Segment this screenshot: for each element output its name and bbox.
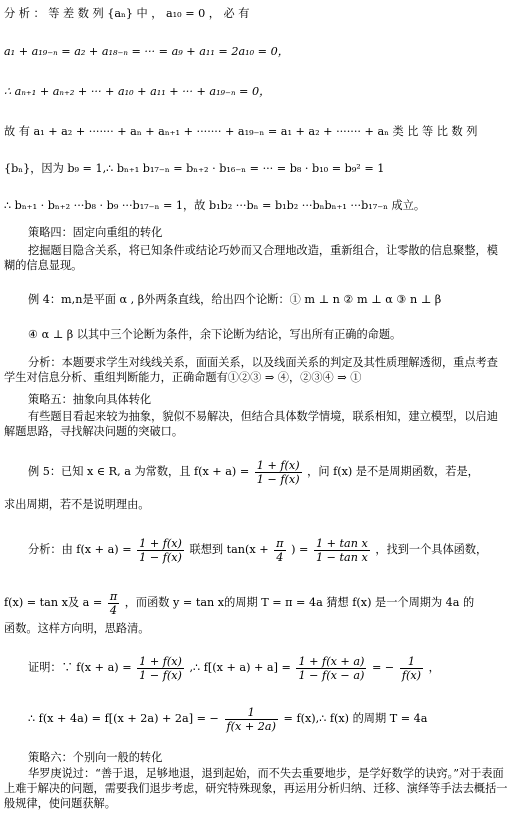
fraction-denominator: 1 − f(x) xyxy=(139,550,182,564)
text-segment: ,∴ f[(x + a) + a] = xyxy=(189,661,291,674)
fraction-numerator: π xyxy=(109,589,118,603)
fraction-denominator: f(x + 2a) xyxy=(226,719,276,733)
analysis-line: 故 有 a₁ + a₂ + ······· + aₙ + aₙ₊₁ + ······· + a₁₉₋ₙ = a₁ + a₂ + ······· + aₙ 类 比 等 比 数 列 xyxy=(4,125,478,138)
equation-line: a₁ + a₁₉₋ₙ = a₂ + a₁₈₋ₙ = ··· = a₉ + a₁₁ = 2a₁₀ = 0， xyxy=(4,45,289,58)
strategy-5-paragraph: 有些题目看起来较为抽象，貌似不易解决，但结合具体数学情境，联系相知，建立模型，以启迪解题思路，寻找解决问题的突破口。 xyxy=(4,410,498,438)
fraction-denominator: 1 − tan x xyxy=(315,550,368,564)
fraction xyxy=(137,655,184,682)
text-segment: 例 5：已知 x ∈ R, a 为常数，且 f(x + a) = xyxy=(28,465,250,478)
fraction-denominator: 1 − f(x − a) xyxy=(298,668,365,682)
example-5-line xyxy=(28,452,508,492)
text-segment: = − xyxy=(371,661,395,674)
analysis-line: {bₙ}，因为 b₉ = 1,∴ bₙ₊₁ b₁₇₋ₙ = bₙ₊₂ · b₁₆₋ₙ = ··· = b₈ · b₁₀ = b₉² = 1 xyxy=(4,162,385,175)
fraction-numerator: 1 xyxy=(225,706,278,720)
equation-line: ∴ aₙ₊₁ + aₙ₊₂ + ··· + a₁₀ + a₁₁ + ··· + a₁₉₋ₙ = 0， xyxy=(4,85,271,98)
text-segment: = f(x),∴ f(x) 的周期 T = 4a xyxy=(283,712,428,725)
fraction-denominator: 1 − f(x) xyxy=(256,472,300,486)
fraction-numerator: π xyxy=(276,536,284,550)
conclusion-line: ∴ bₙ₊₁ · bₙ₊₂ ···b₈ · b₉ ···b₁₇₋ₙ = 1，故 b₁b₂ ···bₙ = b₁b₂ ···bₙbₙ₊₁ ···b₁₇₋ₙ 成立。 xyxy=(4,199,426,212)
fraction-denominator: 1 − f(x) xyxy=(139,668,182,682)
fraction-numerator: 1 + f(x) xyxy=(139,536,182,550)
fraction xyxy=(225,706,278,733)
strategy-4-heading: 策略四：固定向重组的转化 xyxy=(28,226,163,239)
fraction-numerator: 1 + f(x) xyxy=(256,458,300,472)
strategy-5-heading: 策略五：抽象向具体转化 xyxy=(28,393,152,406)
example-5-analysis xyxy=(4,585,508,621)
example-4-line: 例 4：m,n是平面 α , β外两条直线，给出四个论断：① m ⊥ n ② m ⊥ α ③ n ⊥ β xyxy=(28,293,442,306)
fraction xyxy=(400,655,423,682)
text-segment: ，而函数 y = tan x的周期 T = π = 4a 猜想 f(x) 是一个周期为 4a 的 xyxy=(124,596,475,609)
text-segment: ∴ f(x + 4a) = f[(x + 2a) + 2a] = − xyxy=(28,712,219,725)
analysis-line-1: 分 析 ： 等 差 数 列 {aₙ} 中 ， a₁₀ = 0 ， 必 有 xyxy=(4,7,250,20)
fraction xyxy=(137,537,184,564)
example-5-analysis: 函数。这样方向明，思路清。 xyxy=(4,622,150,635)
fraction-numerator: 1 + tan x xyxy=(315,536,368,550)
example-5-analysis xyxy=(28,530,508,570)
fraction-numerator: 1 + f(x) xyxy=(139,654,182,668)
fraction xyxy=(108,590,119,617)
text-segment: 分析：由 f(x + a) = xyxy=(28,543,132,556)
proof-line xyxy=(28,648,508,688)
text-segment: 证明：∵ f(x + a) = xyxy=(28,661,132,674)
strategy-6-heading: 策略六：个别向一般的转化 xyxy=(28,751,163,764)
text-segment: ，找到一个具体函数， xyxy=(375,543,488,556)
fraction-denominator: f(x) xyxy=(401,668,422,682)
fraction-denominator: 4 xyxy=(109,603,118,617)
fraction-numerator: 1 xyxy=(400,655,423,669)
text-segment: ， xyxy=(428,661,440,674)
fraction xyxy=(314,537,370,564)
strategy-4-paragraph: 挖掘题目隐含关系，将已知条件或结论巧妙而又合理地改造，重新组合，让零散的信息聚整，模糊的信息显现。 xyxy=(4,244,498,272)
text-segment: 联想到 tan(x + xyxy=(189,543,269,556)
example-4-line: ④ α ⊥ β 以其中三个论断为条件，余下论断为结论，写出所有正确的命题。 xyxy=(28,328,402,341)
proof-line xyxy=(28,699,508,739)
fraction xyxy=(274,537,285,564)
strategy-6-paragraph: 华罗庚说过：“善于退，足够地退，退到起始，而不失去重要地步，是学好数学的诀窍。”对于表面上难于解决的问题，需要我们退步考虑，研究特殊现象，再运用分析归纳、迁移、演绎等手法去概括一般规律，使问题获解。 xyxy=(4,767,508,810)
fraction-denominator: 4 xyxy=(276,550,284,564)
fraction-numerator: 1 + f(x + a) xyxy=(298,654,365,668)
example-5-line: 求出周期，若不是说明理由。 xyxy=(4,498,150,511)
text-segment: ，问 f(x) 是不是周期函数，若是， xyxy=(307,465,479,478)
example-4-analysis: 分析：本题要求学生对线线关系，面面关系，以及线面关系的判定及其性质理解透彻，重点考查学生对信息分析、重组判断能力，正确命题有①②③ ⇒ ④，②③④ ⇒ ① xyxy=(4,356,498,384)
text-segment: f(x) = tan x及 a = xyxy=(4,596,103,609)
fraction xyxy=(255,459,302,486)
text-segment: ) = xyxy=(291,543,309,556)
fraction xyxy=(296,655,366,682)
